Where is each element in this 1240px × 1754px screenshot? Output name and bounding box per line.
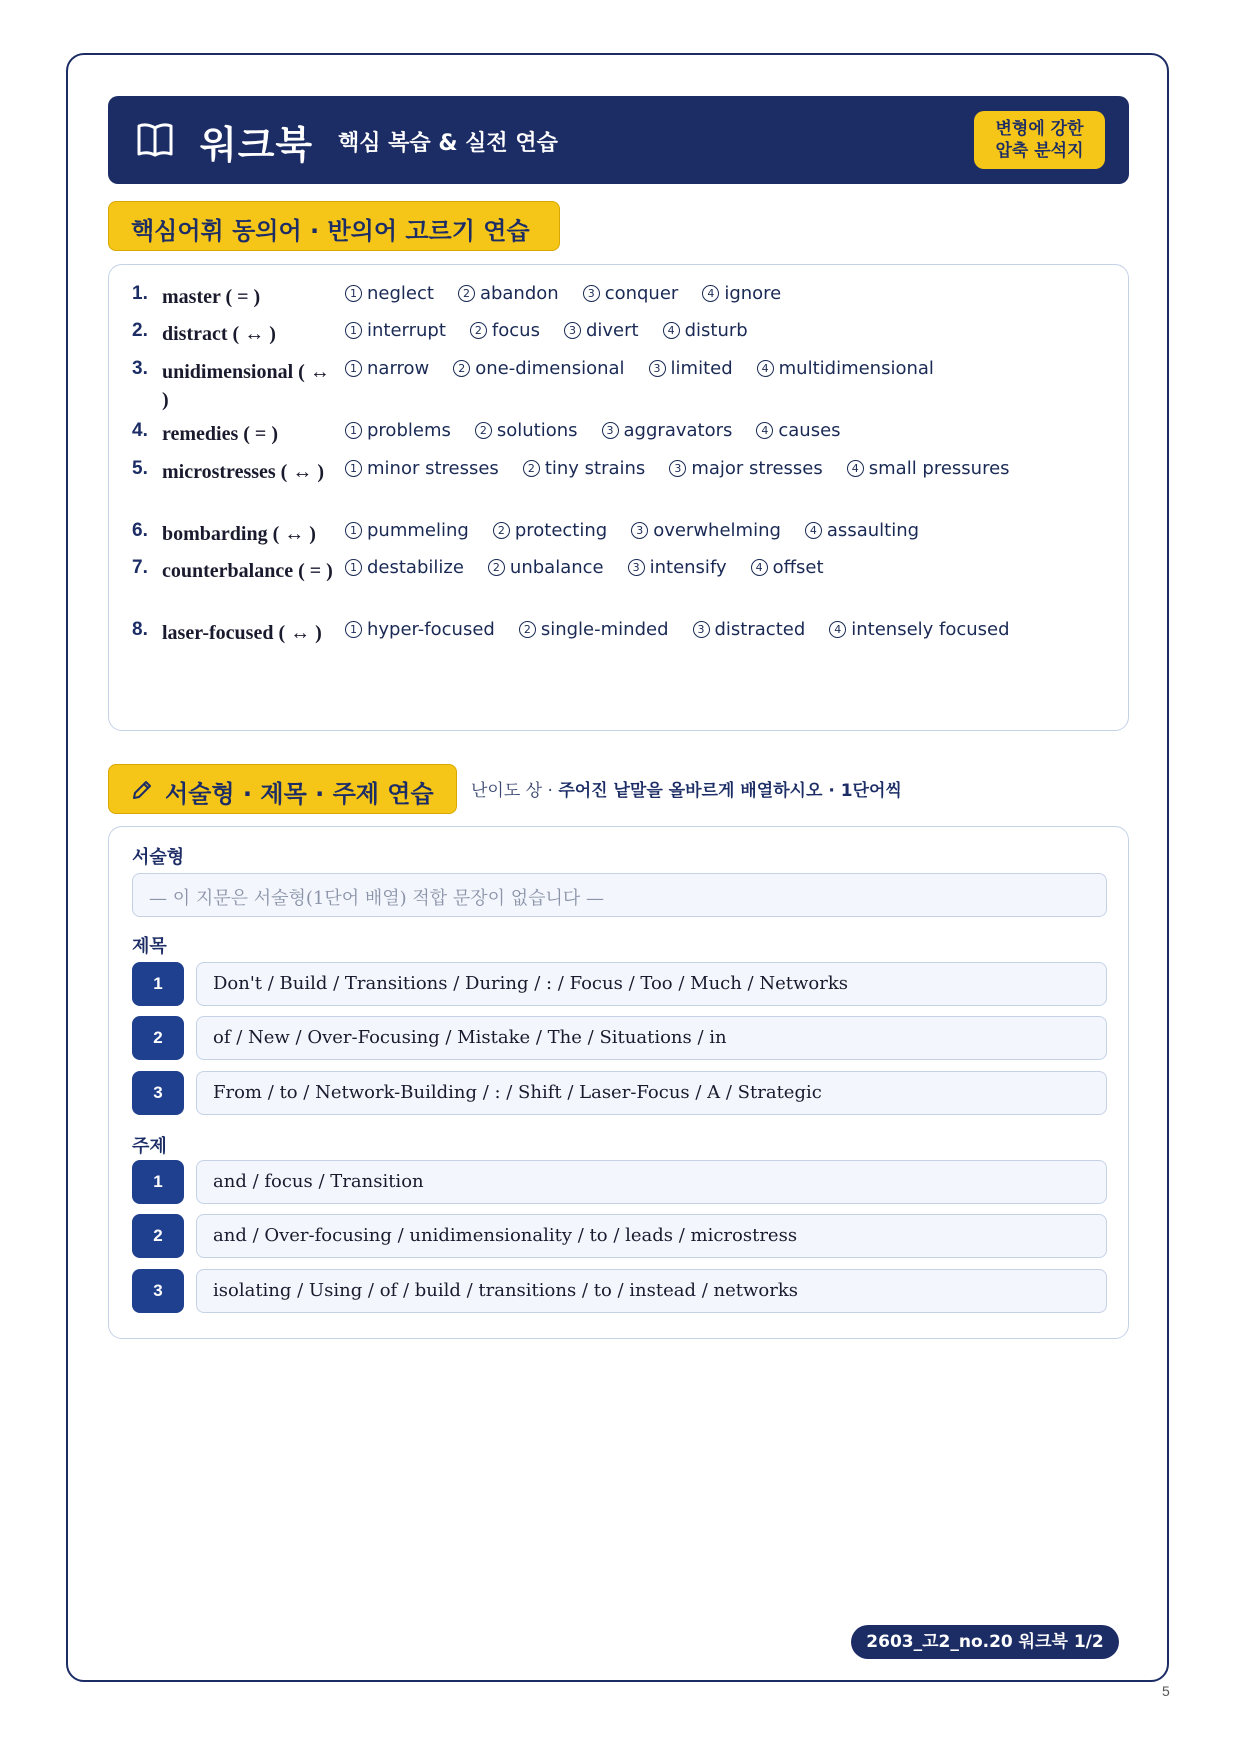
- answer-option[interactable]: [493, 520, 607, 541]
- answer-option[interactable]: [519, 619, 669, 640]
- option-marker: 4: [757, 360, 774, 377]
- option-text: offset: [772, 557, 824, 578]
- answer-option[interactable]: [805, 520, 919, 541]
- option-marker: 1: [345, 322, 362, 339]
- scrambled-words-field[interactable]: of / New / Over-Focusing / Mistake / The / Situations / in: [196, 1016, 1107, 1060]
- option-text: ignore: [724, 283, 782, 304]
- option-marker: 3: [583, 285, 600, 302]
- option-marker: 2: [523, 460, 540, 477]
- option-marker: 4: [751, 559, 768, 576]
- answer-option[interactable]: [345, 520, 469, 541]
- answer-option[interactable]: [564, 320, 639, 341]
- answer-options: [345, 283, 805, 304]
- option-text: overwhelming: [653, 520, 781, 541]
- option-marker: 2: [488, 559, 505, 576]
- question-number: 5.: [132, 458, 148, 479]
- item-number-badge: 1: [132, 1160, 184, 1204]
- vocab-section-title: 핵심어휘 동의어 · 반의어 고르기 연습: [108, 201, 560, 251]
- option-text: protecting: [514, 520, 608, 541]
- option-text: problems: [367, 420, 451, 441]
- topic-label: 주제: [132, 1136, 167, 1157]
- answer-option[interactable]: [756, 420, 840, 441]
- option-text: small pressures: [868, 458, 1010, 479]
- answer-option[interactable]: [488, 557, 604, 578]
- question-number: 8.: [132, 619, 148, 640]
- option-text: limited: [670, 358, 733, 379]
- answer-option[interactable]: [702, 283, 781, 304]
- item-number-badge: 3: [132, 1269, 184, 1313]
- option-marker: 4: [847, 460, 864, 477]
- option-text: single-minded: [540, 619, 669, 640]
- essay-placeholder-field: — 이 지문은 서술형(1단어 배열) 적합 문장이 없습니다 —: [132, 873, 1107, 917]
- question-word: bombarding ( ↔ ): [162, 523, 316, 545]
- answer-option[interactable]: [470, 320, 540, 341]
- answer-option[interactable]: [345, 458, 499, 479]
- option-text: disturb: [684, 320, 748, 341]
- footer-document-label: 2603_고2_no.20 워크북 1/2: [851, 1625, 1119, 1659]
- answer-option[interactable]: [345, 619, 495, 640]
- question-word: unidimensional ( ↔ ): [162, 361, 330, 411]
- answer-option[interactable]: [345, 358, 429, 379]
- question-word: microstresses ( ↔ ): [162, 461, 324, 483]
- item-number-badge: 2: [132, 1016, 184, 1060]
- option-text: aggravators: [623, 420, 733, 441]
- answer-option[interactable]: [345, 557, 464, 578]
- writing-section-title-text: 서술형 · 제목 · 주제 연습: [165, 780, 434, 808]
- answer-options: [345, 520, 943, 541]
- question-number: 2.: [132, 320, 148, 341]
- option-marker: 1: [345, 422, 362, 439]
- title-label: 제목: [132, 936, 167, 957]
- item-number-badge: 2: [132, 1214, 184, 1258]
- option-marker: 3: [649, 360, 666, 377]
- option-marker: 3: [564, 322, 581, 339]
- option-text: distracted: [714, 619, 806, 640]
- option-marker: 1: [345, 621, 362, 638]
- option-marker: 3: [693, 621, 710, 638]
- option-text: interrupt: [367, 320, 446, 341]
- option-text: minor stresses: [367, 458, 499, 479]
- page-title: 워크북: [200, 123, 314, 167]
- option-text: divert: [585, 320, 639, 341]
- instruction-text: 주어진 낱말을 올바르게 배열하시오 · 1단어씩: [558, 781, 902, 801]
- option-marker: 2: [493, 522, 510, 539]
- question-word: master ( = ): [162, 286, 261, 308]
- header-badge: [974, 111, 1105, 169]
- item-number-badge: 1: [132, 962, 184, 1006]
- answer-option[interactable]: [583, 283, 679, 304]
- answer-option[interactable]: [345, 283, 434, 304]
- page-number: 5: [1162, 1683, 1170, 1699]
- question-number: 3.: [132, 358, 148, 379]
- scrambled-words-field[interactable]: isolating / Using / of / build / transitions / to / instead / networks: [196, 1269, 1107, 1313]
- scrambled-words-field[interactable]: From / to / Network-Building / : / Shift / Laser-Focus / A / Strategic: [196, 1071, 1107, 1115]
- option-marker: 4: [829, 621, 846, 638]
- option-text: focus: [491, 320, 540, 341]
- question-word: laser-focused ( ↔ ): [162, 622, 322, 644]
- answer-option[interactable]: [458, 283, 559, 304]
- question-number: 7.: [132, 557, 148, 578]
- option-text: narrow: [367, 358, 430, 379]
- writing-practice-box: [108, 826, 1129, 1339]
- option-marker: 4: [702, 285, 719, 302]
- option-marker: 2: [470, 322, 487, 339]
- option-marker: 1: [345, 559, 362, 576]
- question-word: remedies ( = ): [162, 423, 278, 445]
- answer-option[interactable]: [631, 520, 781, 541]
- open-book-icon: [136, 122, 174, 158]
- answer-option[interactable]: [345, 420, 451, 441]
- option-marker: 2: [458, 285, 475, 302]
- option-text: abandon: [479, 283, 559, 304]
- option-marker: 3: [602, 422, 619, 439]
- option-text: one-dimensional: [475, 358, 625, 379]
- option-marker: 3: [631, 522, 648, 539]
- answer-option[interactable]: [475, 420, 578, 441]
- answer-options: [345, 557, 848, 578]
- option-marker: 2: [475, 422, 492, 439]
- option-marker: 4: [805, 522, 822, 539]
- header-banner: [108, 96, 1129, 184]
- option-text: tiny strains: [544, 458, 646, 479]
- page-subtitle: 핵심 복습 & 실전 연습: [338, 131, 558, 156]
- option-text: hyper-focused: [367, 619, 495, 640]
- answer-options: [345, 320, 772, 341]
- essay-label: 서술형: [132, 847, 185, 868]
- scrambled-words-field[interactable]: Don't / Build / Transitions / During / : / Focus / Too / Much / Networks: [196, 962, 1107, 1006]
- option-marker: 1: [345, 460, 362, 477]
- option-text: major stresses: [691, 458, 823, 479]
- item-number-badge: 3: [132, 1071, 184, 1115]
- option-text: intensify: [649, 557, 727, 578]
- answer-option[interactable]: [669, 458, 822, 479]
- option-marker: 2: [519, 621, 536, 638]
- answer-options: [345, 619, 1034, 640]
- question-number: 4.: [132, 420, 148, 441]
- option-marker: 1: [345, 522, 362, 539]
- answer-option[interactable]: [628, 557, 727, 578]
- answer-option[interactable]: [829, 619, 1009, 640]
- writing-instructions: [471, 776, 902, 801]
- badge-line-1: 변형에 강한: [995, 119, 1084, 139]
- option-text: unbalance: [509, 557, 604, 578]
- answer-options: [345, 458, 1034, 479]
- question-number: 1.: [132, 283, 148, 304]
- option-marker: 3: [628, 559, 645, 576]
- answer-option[interactable]: [751, 557, 824, 578]
- question-word: counterbalance ( = ): [162, 560, 333, 582]
- option-text: intensely focused: [851, 619, 1010, 640]
- option-marker: 3: [669, 460, 686, 477]
- answer-option[interactable]: [693, 619, 806, 640]
- option-text: multidimensional: [778, 358, 934, 379]
- option-text: destabilize: [367, 557, 464, 578]
- badge-line-2: 압축 분석지: [995, 141, 1084, 161]
- option-marker: 1: [345, 285, 362, 302]
- option-text: causes: [778, 420, 841, 441]
- option-text: neglect: [367, 283, 434, 304]
- difficulty-note: 난이도 상 ·: [471, 781, 559, 801]
- answer-option[interactable]: [602, 420, 733, 441]
- option-text: pummeling: [367, 520, 469, 541]
- option-text: conquer: [604, 283, 679, 304]
- option-marker: 4: [663, 322, 680, 339]
- scrambled-words-field[interactable]: and / Over-focusing / unidimensionality / to / leads / microstress: [196, 1214, 1107, 1258]
- answer-option[interactable]: [453, 358, 624, 379]
- option-marker: 4: [756, 422, 773, 439]
- answer-option[interactable]: [847, 458, 1010, 479]
- answer-options: [345, 358, 958, 379]
- answer-option[interactable]: [345, 320, 446, 341]
- answer-option[interactable]: [649, 358, 733, 379]
- scrambled-words-field[interactable]: and / focus / Transition: [196, 1160, 1107, 1204]
- writing-section-title: [108, 764, 457, 814]
- answer-option[interactable]: [757, 358, 934, 379]
- question-number: 6.: [132, 520, 148, 541]
- question-word: distract ( ↔ ): [162, 323, 276, 345]
- option-marker: 2: [453, 360, 470, 377]
- vocab-question-box: [108, 264, 1129, 731]
- option-text: assaulting: [826, 520, 920, 541]
- option-text: solutions: [496, 420, 578, 441]
- pencil-icon: [131, 779, 153, 801]
- answer-option[interactable]: [663, 320, 748, 341]
- option-marker: 1: [345, 360, 362, 377]
- answer-option[interactable]: [523, 458, 646, 479]
- answer-options: [345, 420, 865, 441]
